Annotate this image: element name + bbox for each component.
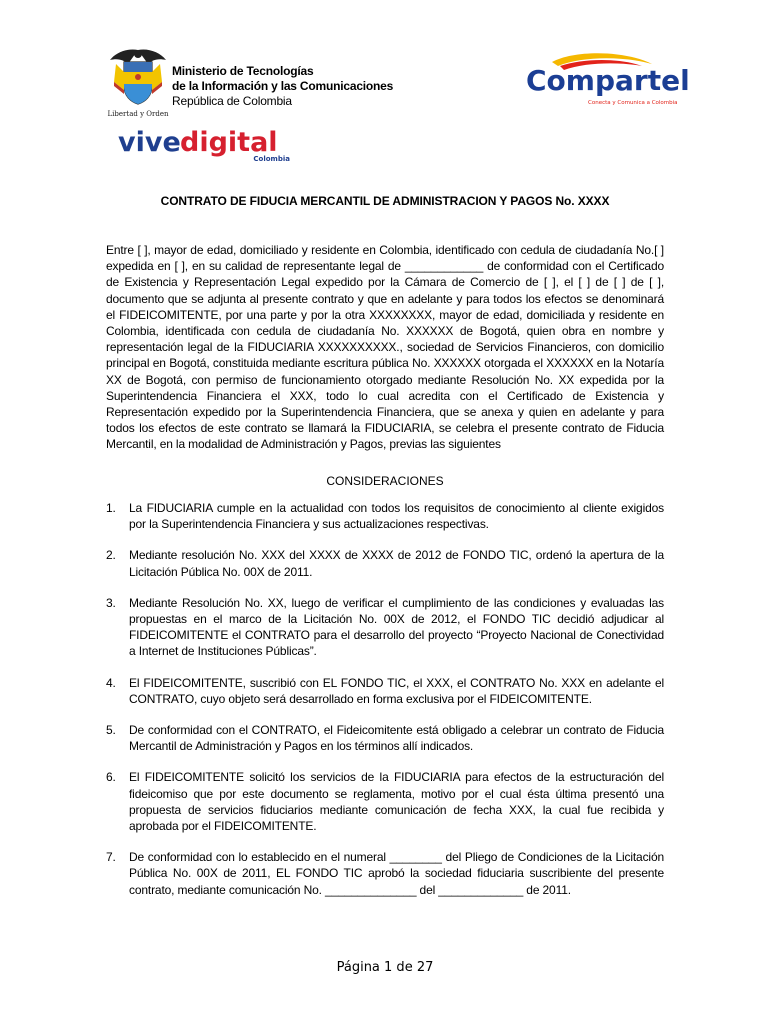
page-number-footer: Página 1 de 27	[336, 960, 434, 975]
list-item	[106, 849, 664, 898]
ministry-line-3: República de Colombia	[172, 94, 292, 108]
ministry-line-1: Ministerio de Tecnologías	[172, 64, 314, 78]
list-item-number: 2.	[106, 548, 116, 563]
list-item-number: 3.	[106, 595, 116, 610]
list-item-text: De conformidad con el CONTRATO, el Fideicomitente está obligado a celebrar un contrato de Fiducia Mercantil de Administración y Pagos en los términos allí indicados.	[129, 723, 664, 754]
list-item-text: De conformidad con lo establecido en el numeral ________ del Pliego de Condiciones de la Licitación Pública No. 00X de 2011, EL FONDO TIC aprobó la sociedad fiduciaria suscribiente del presente contrato, mediante comunicación No. ______________ del _____________ de 2011.	[129, 850, 664, 897]
list-item	[106, 722, 664, 754]
list-item-text: Mediante resolución No. XXX del XXXX de XXXX de 2012 de FONDO TIC, ordenó la apertura de la Licitación Pública No. 00X de 2011.	[129, 548, 664, 579]
considerations-list	[106, 500, 664, 898]
list-item-text: El FIDEICOMITENTE solicitó los servicios de la FIDUCIARIA para efectos de la estructuración del fideicomiso que por este documento se reglamenta, motivo por el cual ésta última presentó una propuesta de servicios fiduciarios mediante comunicación de fecha XXX, la cual fue recibida y aprobada por el FIDEICOMITENTE.	[129, 770, 664, 834]
contract-title: CONTRATO DE FIDUCIA MERCANTIL DE ADMINISTRACION Y PAGOS No. XXXX	[160, 194, 610, 208]
list-item-number: 6.	[106, 770, 116, 785]
vive-sub: Colombia	[253, 155, 290, 163]
digital-word: digital	[180, 127, 278, 158]
colombia-crest-icon	[108, 46, 168, 118]
considerations-heading: CONSIDERACIONES	[326, 474, 444, 488]
ministry-heading	[172, 64, 393, 109]
intro-paragraph: Entre [ ], mayor de edad, domiciliado y residente en Colombia, identificado con cedula de ciudadanía No.[ ] expedida en [ ], en su calidad de representante legal de ____________ de conformidad con el Certificado de Existencia y Representación Legal expedido por la Cámara de Comercio de [ ], el [ ] de [ ] de [ ], documento que se adjunta al presente contrato y que en adelante y para todos los efectos se denominará el FIDEICOMITENTE, por una parte y por la otra XXXXXXXX, mayor de edad, domiciliada y residente en Colombia, identificada con cedula de ciudadanía No. XXXXXX de Bogotá, quien obra en nombre y representación legal de la FIDUCIARIA XXXXXXXXXX., sociedad de Servicios Financieros, con domicilio principal en Bogotá, constituida mediante escritura pública No. XXXXXX otorgada el XXXXXX en la Notaría XX de Bogotá, con permiso de funcionamiento otorgado mediante Resolución No. XX expedida por la Superintendencia Financiera el XXX, todo lo cual acredita con el Certificado de Existencia y Representación expedido por la Superintendencia Financiera, que se anexa y quien en adelante y para todos los efectos de este contrato se llamará la FIDUCIARIA, se celebra el presente contrato de Fiducia Mercantil, en la modalidad de Administración y Pagos, previas las siguientes	[106, 243, 664, 452]
list-item-text: La FIDUCIARIA cumple en la actualidad con todos los requisitos de conocimiento al cliente exigidos por la Superintendencia Financiera y sus actualizaciones respectivas.	[129, 501, 664, 532]
vive-digital-logo	[118, 124, 290, 164]
list-item	[106, 595, 664, 660]
list-item	[106, 769, 664, 834]
list-item-number: 4.	[106, 675, 116, 690]
list-item-number: 5.	[106, 723, 116, 738]
compartel-logo	[524, 52, 690, 112]
compartel-name: Compartel	[526, 64, 690, 97]
list-item	[106, 675, 664, 707]
list-item-number: 7.	[106, 850, 116, 865]
vive-word: vive	[118, 127, 181, 158]
list-item-number: 1.	[106, 501, 116, 515]
list-item-text: Mediante Resolución No. XX, luego de verificar el cumplimiento de las condiciones y evaluadas las propuestas en el marco de la Licitación No. 00X de 2012, el FONDO TIC decidió adjudicar al FIDEICOMITENTE el CONTRATO para el desarrollo del proyecto “Proyecto Nacional de Conectividad a Internet de Instituciones Públicas”.	[129, 595, 664, 659]
list-item	[106, 500, 664, 532]
ministry-line-2: de la Información y las Comunicaciones	[172, 79, 394, 93]
list-item	[106, 547, 664, 579]
list-item-text: El FIDEICOMITENTE, suscribió con EL FONDO TIC, el XXX, el CONTRATO No. XXX en adelante el CONTRATO, cuyo objeto será desarrollado en forma exclusiva por el FIDEICOMITENTE.	[129, 675, 664, 706]
crest-motto-text: Libertad y Orden	[107, 110, 169, 118]
compartel-tagline: Conecta y Comunica a Colombia	[588, 100, 678, 106]
